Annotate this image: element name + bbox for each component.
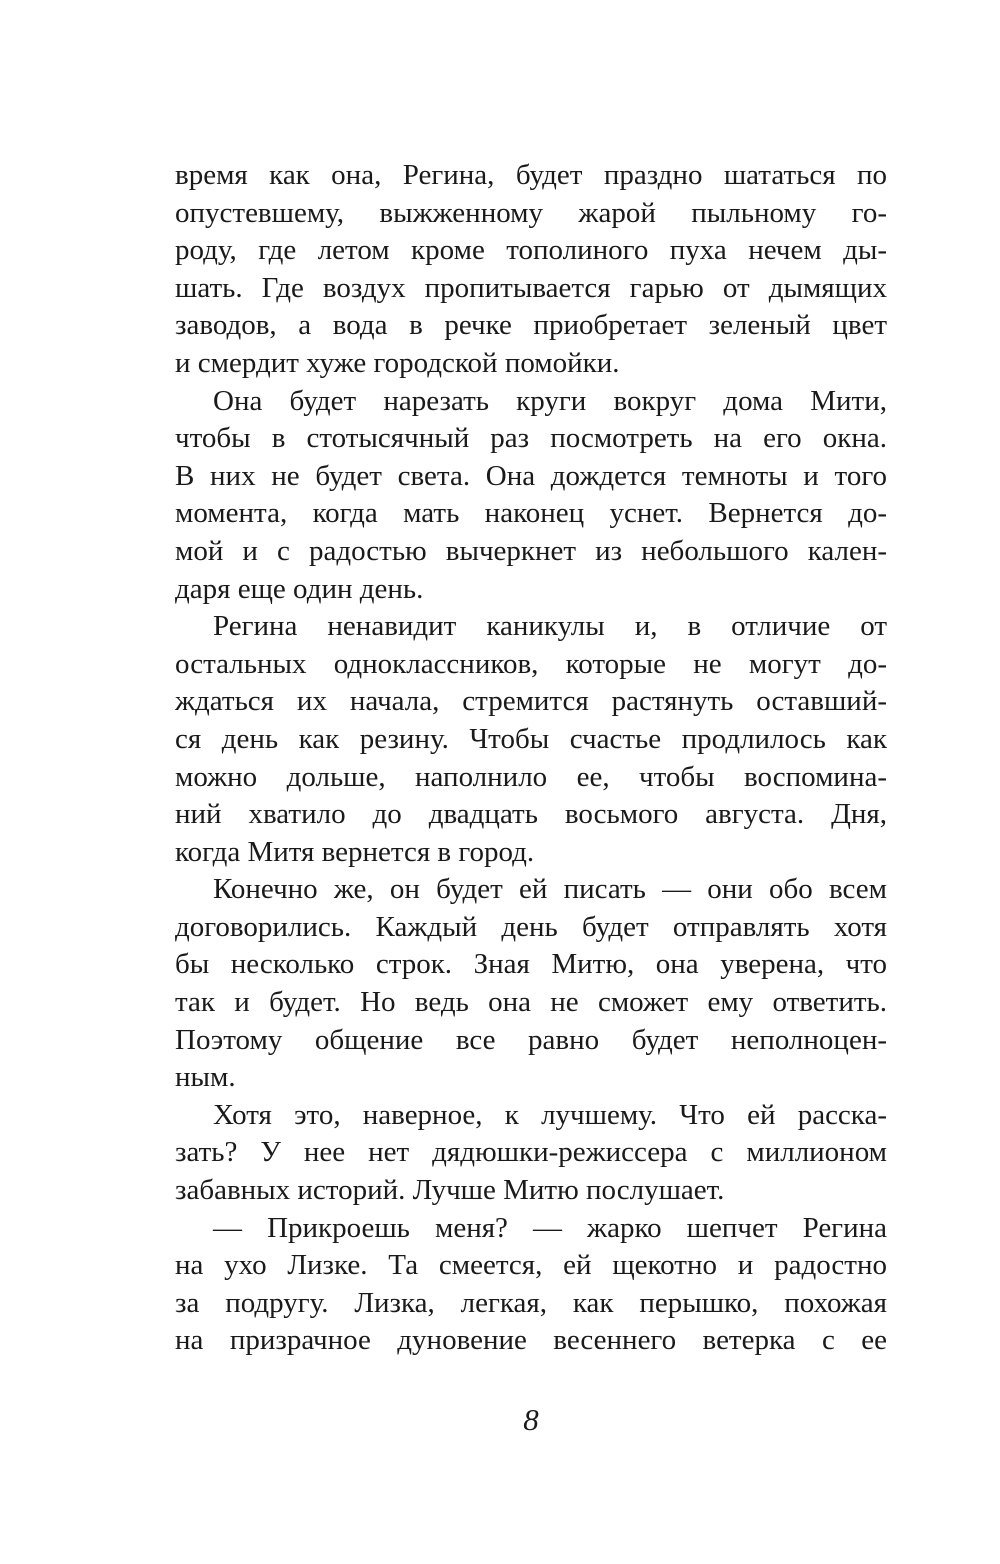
text-line: Регина ненавидит каникулы и, в отличие от	[213, 610, 887, 643]
text-line: забавных историй. Лучше Митю послушает.	[175, 1174, 725, 1207]
text-line: когда Митя вернется в город.	[175, 835, 535, 868]
text-line: мой и с радостью вычеркнет из небольшого кален-	[175, 534, 887, 567]
text-line: роду, где летом кроме тополиного пуха нечем ды-	[175, 234, 887, 267]
text-line: шать. Где воздух пропитывается гарью от дымящих	[175, 271, 887, 304]
text-line: Конечно же, он будет ей писать — они обо всем	[213, 873, 887, 906]
text-line: заводов, а вода в речке приобретает зеленый цвет	[175, 309, 887, 342]
text-line: за подругу. Лизка, легкая, как перышко, похожая	[175, 1286, 887, 1319]
text-line: и смердит хуже городской помойки.	[175, 346, 620, 379]
text-line: Поэтому общение все равно будет неполноцен-	[175, 1023, 887, 1056]
text-line: остальных одноклассников, которые не могут до-	[175, 647, 887, 680]
text-line: бы несколько строк. Зная Митю, она уверена, что	[175, 948, 887, 981]
text-line: даря еще один день.	[175, 572, 424, 605]
text-line: время как она, Регина, будет праздно шататься по	[175, 159, 887, 191]
text-line: опустевшему, выжженному жарой пыльному го-	[175, 196, 887, 229]
text-line: Хотя это, наверное, к лучшему. Что ей расска-	[213, 1098, 887, 1131]
text-line: на ухо Лизке. Та смеется, ей щекотно и радостно	[175, 1249, 887, 1282]
text-line: ся день как резину. Чтобы счастье продлилось как	[175, 722, 887, 755]
text-line: на призрачное дуновение весеннего ветерка с ее	[175, 1324, 887, 1357]
text-line: ным.	[175, 1061, 236, 1094]
text-line: момента, когда мать наконец уснет. Вернется до-	[175, 497, 887, 530]
text-line: ний хватило до двадцать восьмого августа. Дня,	[175, 798, 887, 831]
body-text	[175, 157, 887, 1360]
text-line: можно дольше, наполнило ее, чтобы воспомина-	[175, 760, 887, 793]
text-line: зать? У нее нет дядюшки-режиссера с миллионом	[175, 1136, 887, 1169]
text-line: — Прикроешь меня? — жарко шепчет Регина	[213, 1211, 887, 1244]
text-line: договорились. Каждый день будет отправлять хотя	[175, 910, 887, 943]
text-line: ждаться их начала, стремится растянуть оставший-	[175, 685, 887, 718]
text-line: чтобы в стотысячный раз посмотреть на его окна.	[175, 422, 887, 455]
text-line: В них не будет света. Она дождется темноты и того	[175, 459, 887, 492]
text-line: Она будет нарезать круги вокруг дома Мити,	[213, 384, 887, 417]
text-line: так и будет. Но ведь она не сможет ему ответить.	[175, 986, 887, 1019]
page-number: 8	[523, 1402, 539, 1437]
